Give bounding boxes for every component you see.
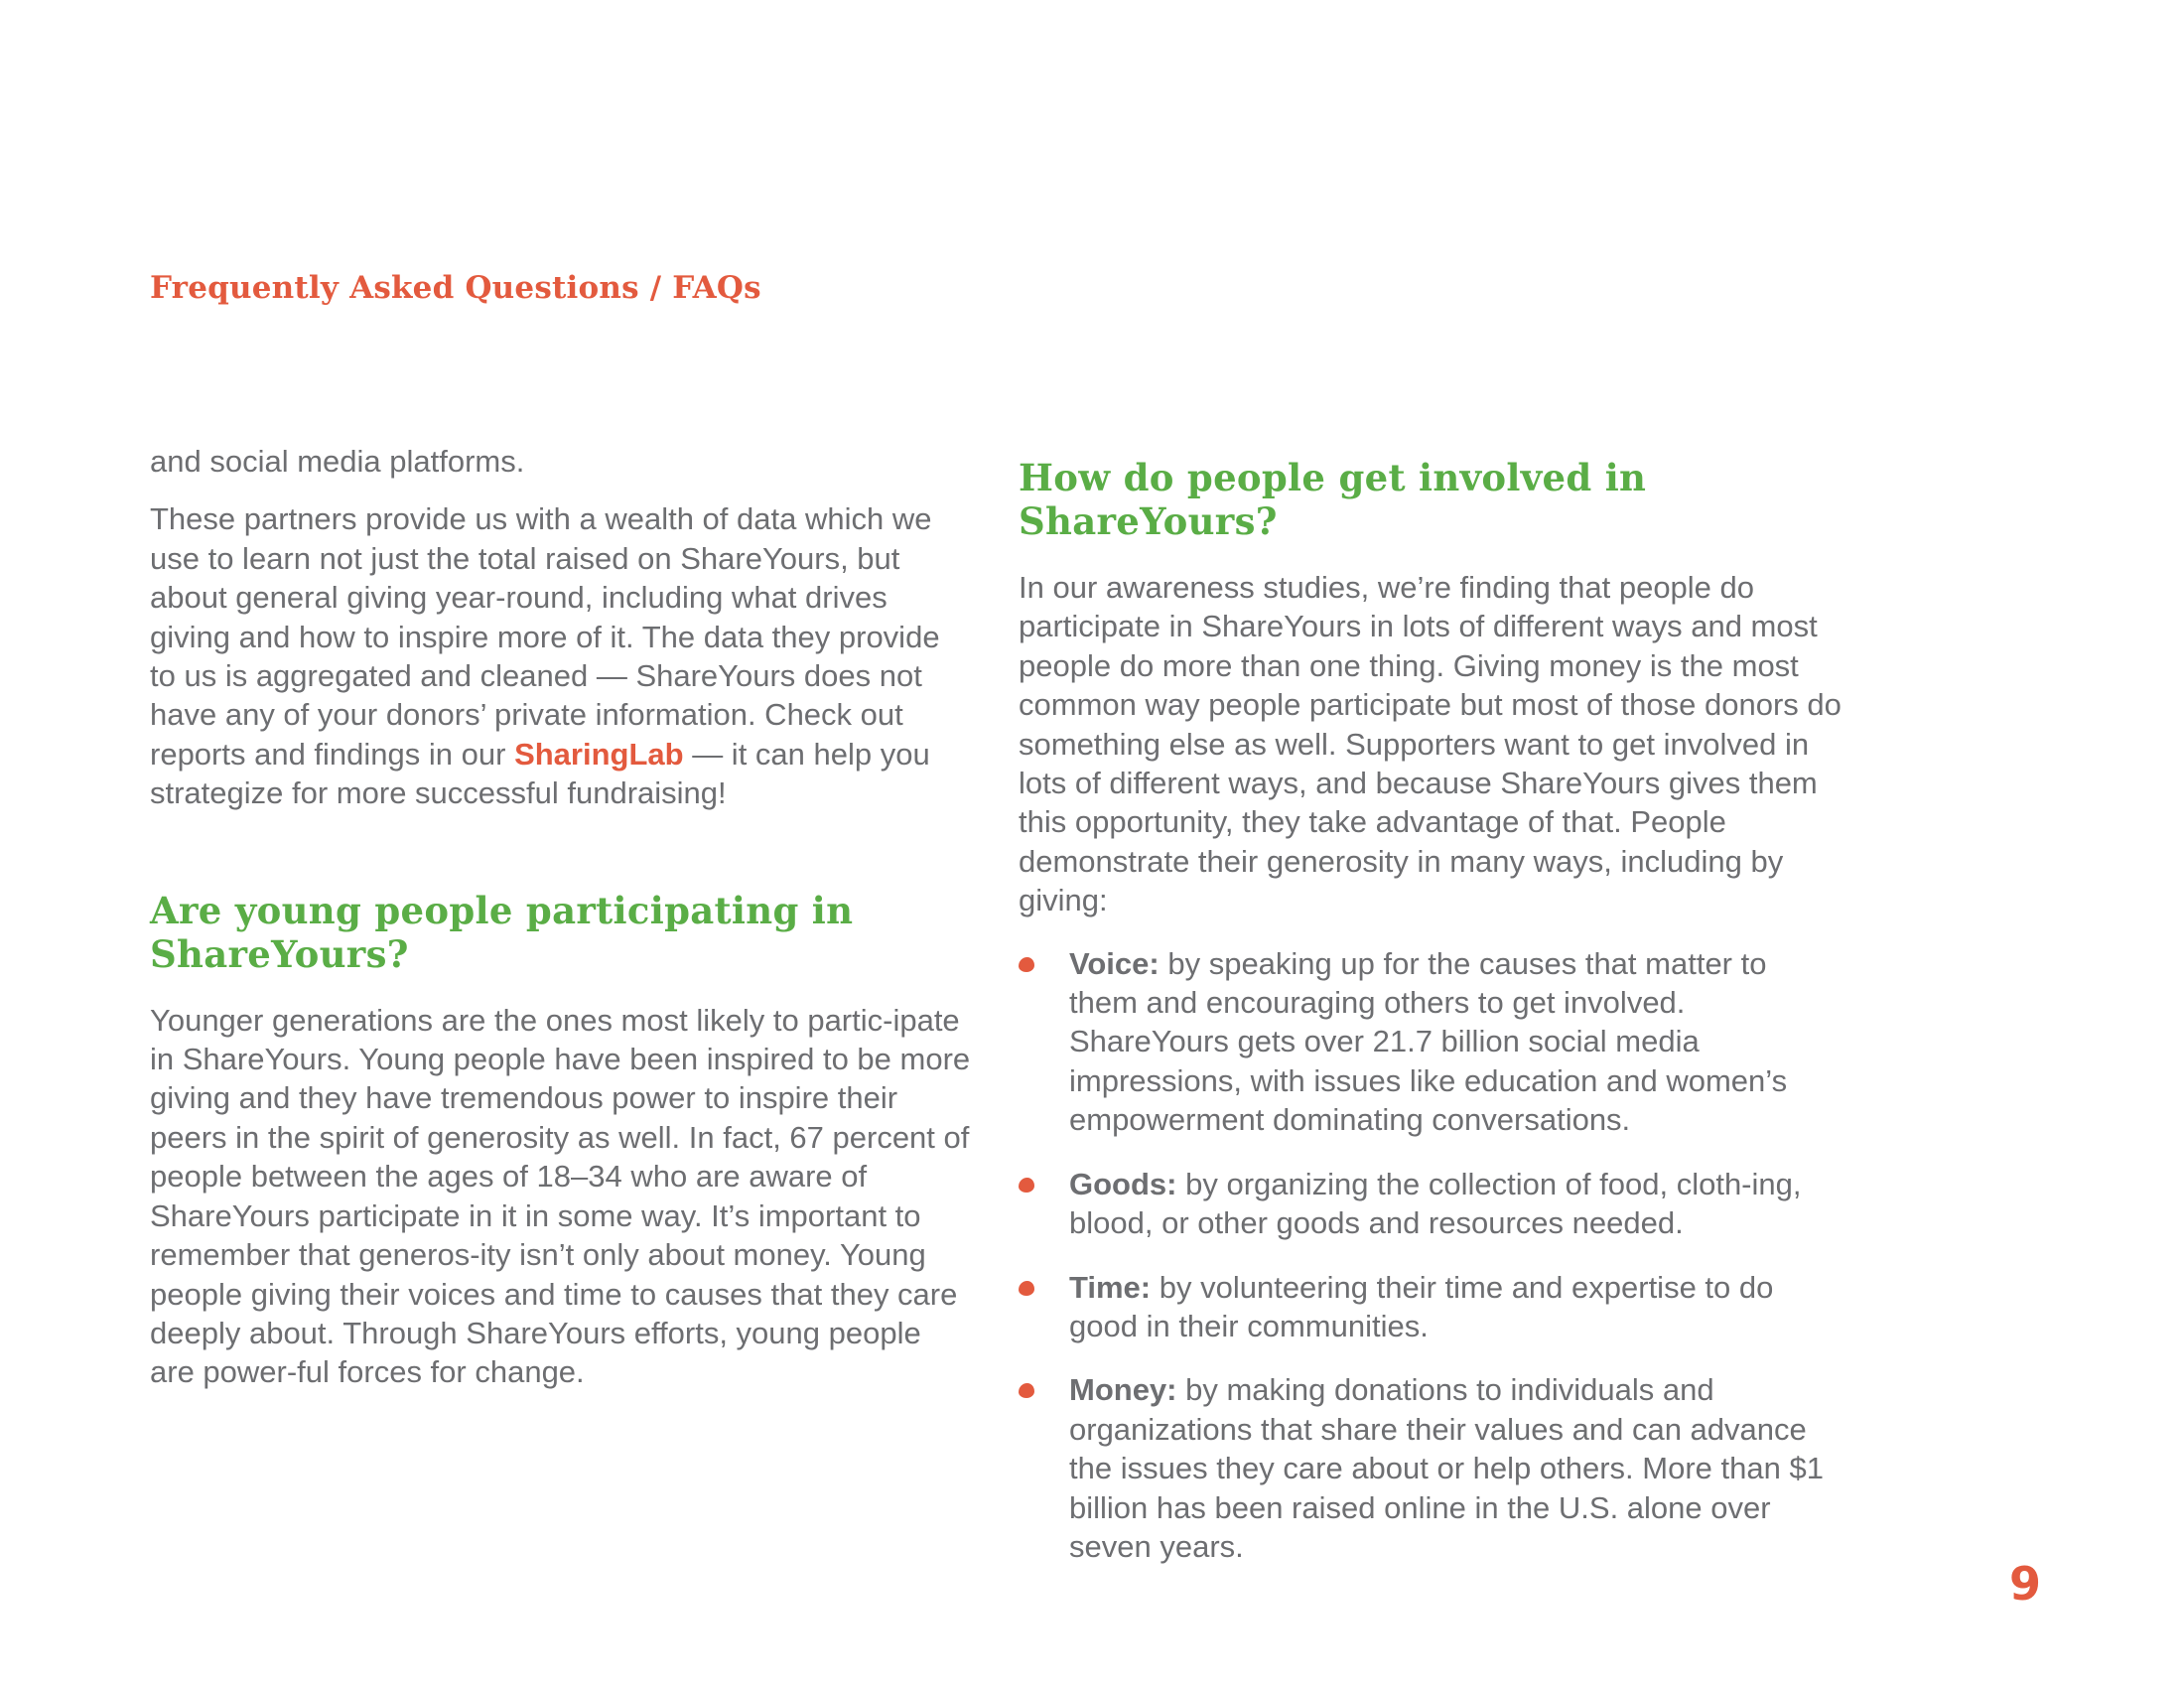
right-column: [1019, 456, 1843, 1591]
bullet-icon: [1019, 957, 1034, 972]
bullet-text: by speaking up for the causes that matter to them and encouraging others to get involved. ShareYours gets over 21.7 billion social media impressions, with issues like education and women’s empowerment dominating conversations.: [1069, 945, 1788, 1138]
bullet-term: Money:: [1069, 1372, 1177, 1408]
bullet-text: by making donations to individuals and organizations that share their values and can advance the issues they care about or help others. More than $1 billion has been raised online in the U.S. alone over seven years.: [1069, 1372, 1824, 1564]
left-column: [150, 442, 974, 1392]
partners-text-end: — it can help you strategize for more successful fundraising!: [150, 736, 930, 811]
bullet-icon: [1019, 1281, 1034, 1296]
continuation-paragraph: and social media platforms.: [150, 444, 525, 479]
bullet-term: Time:: [1069, 1269, 1152, 1305]
bullet-icon: [1019, 1178, 1034, 1193]
bullet-icon: [1019, 1383, 1034, 1398]
section-header: Frequently Asked Questions / FAQs: [150, 270, 761, 306]
bullet-text: by organizing the collection of food, cloth-ing, blood, or other goods and resources needed.: [1069, 1166, 1802, 1241]
list-item-time: [1019, 1268, 1843, 1346]
bullet-text: by volunteering their time and expertise to do good in their communities.: [1069, 1269, 1774, 1343]
get-involved-paragraph: In our awareness studies, we’re finding that people do participate in ShareYours in lots of different ways and most people do more than one thing. Giving money is the most common way people participate but most of those donors do something else as well. Supporters want to get involved in lots of different ways, and because ShareYours gives them this opportunity, they take advantage of that. People demonstrate their generosity in many ways, including by giving:: [1019, 570, 1842, 918]
list-item-voice: [1019, 944, 1843, 1140]
list-item-goods: [1019, 1165, 1843, 1243]
partners-text: These partners provide us with a wealth of data which we use to learn not just the total raised on ShareYours, but about general giving year-round, including what drives giving and how to inspire more of it. The data they provide to us is aggregated and cleaned — ShareYours does not have any of your donors’ private information. Check out reports and findings in our: [150, 501, 940, 772]
partners-paragraph: [150, 499, 974, 812]
page-number: 9: [2009, 1557, 2042, 1611]
sharinglab-link[interactable]: SharingLab: [514, 736, 684, 772]
ways-list: [1019, 944, 1843, 1567]
bullet-term: Voice:: [1069, 945, 1160, 981]
bullet-term: Goods:: [1069, 1166, 1177, 1201]
get-involved-heading: How do people get involved in ShareYours?: [1019, 456, 1647, 543]
young-people-heading: Are young people participating in ShareYours?: [150, 888, 854, 976]
young-people-paragraph: Younger generations are the ones most likely to partic-ipate in ShareYours. Young people have been inspired to be more giving and they have tremendous power to inspire their peers in the spirit of generosity as well. In fact, 67 percent of people between the ages of 18–34 who are aware of ShareYours participate in it in some way. It’s important to remember that generos-ity isn’t only about money. Young people giving their voices and time to causes that they care deeply about. Through ShareYours efforts, young people are power-ful forces for change.: [150, 1002, 971, 1390]
list-item-money: [1019, 1370, 1843, 1566]
